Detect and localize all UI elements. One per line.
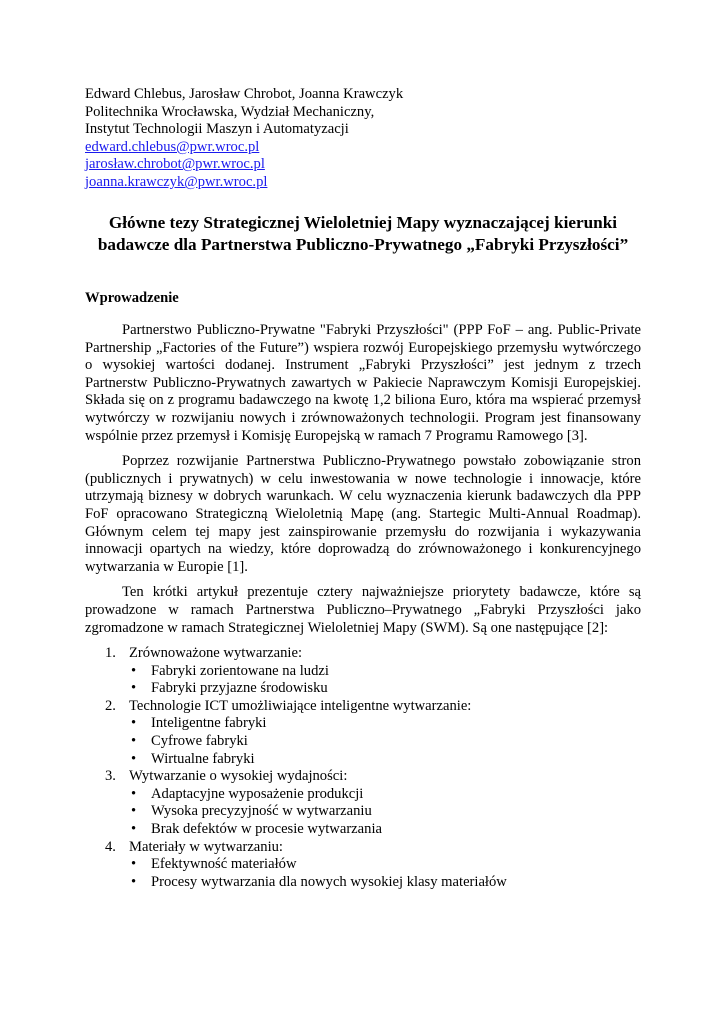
sub-list-item-text: Inteligentne fabryki — [151, 715, 267, 732]
sub-list-item — [129, 663, 641, 681]
bullet-icon: • — [131, 715, 137, 732]
sub-list — [129, 856, 641, 891]
sub-list-item-text: Adaptacyjne wyposażenie produkcji — [151, 785, 364, 802]
list-item-label: Wytwarzanie o wysokiej wydajności: — [129, 768, 348, 785]
sub-list — [129, 663, 641, 698]
bullet-icon: • — [131, 733, 137, 750]
sub-list-item — [129, 803, 641, 821]
author-block — [85, 86, 645, 192]
paragraph: Poprzez rozwijanie Partnerstwa Publiczno-Prywatnego powstało zobowiązanie stron (publicznych i prywatnych) w celu inwestowania w nowe technologie i innowacje, które utrzymają biznesy w dobrych warunkach. W celu wyznaczenia kierunk badawczych dla PPP FoF opracowano Strategiczną Wieloletnią Mapę (ang. Startegic Multi-Annual Roadmap). Głównym celem tej mapy jest zainspirowanie przemysłu do rozwijania i wykazywania innowacji opartych na wiedzy, które doprowadzą do zrównoważonego i konkurencyjnego wytwarzania w Europie [1]. — [85, 453, 641, 575]
sub-list — [129, 786, 641, 839]
email-link[interactable]: joanna.krawczyk@pwr.wroc.pl — [85, 173, 268, 190]
bullet-icon: • — [131, 856, 137, 873]
sub-list-item-text: Fabryki przyjazne środowisku — [151, 680, 328, 697]
list-number: 2. — [105, 697, 116, 714]
sub-list — [129, 715, 641, 768]
sub-list-item — [129, 821, 641, 839]
list-item — [85, 698, 641, 768]
sub-list-item-text: Procesy wytwarzania dla nowych wysokiej klasy materiałów — [151, 873, 507, 890]
list-item-label: Technologie ICT umożliwiające inteligentne wytwarzanie: — [129, 697, 472, 714]
sub-list-item-text: Fabryki zorientowane na ludzi — [151, 662, 329, 679]
section-heading: Wprowadzenie — [85, 290, 179, 306]
sub-list-item — [129, 786, 641, 804]
sub-list-item — [129, 874, 641, 892]
sub-list-item-text: Cyfrowe fabryki — [151, 733, 248, 750]
list-item — [85, 839, 641, 892]
bullet-icon: • — [131, 873, 137, 890]
bullet-icon: • — [131, 821, 137, 838]
bullet-icon: • — [131, 750, 137, 767]
bullet-icon: • — [131, 803, 137, 820]
paper-title-line-2: badawcze dla Partnerstwa Publiczno-Prywatnego „Fabryki Przyszłości” — [97, 234, 629, 254]
sub-list-item — [129, 680, 641, 698]
paper-title — [85, 212, 641, 255]
sub-list-item-text: Brak defektów w procesie wytwarzania — [151, 821, 382, 838]
sub-list-item-text: Wysoka precyzyjność w wytwarzaniu — [151, 803, 372, 820]
bullet-icon: • — [131, 662, 137, 679]
bullet-icon: • — [131, 680, 137, 697]
sub-list-item — [129, 856, 641, 874]
section-body — [85, 322, 641, 891]
bullet-icon: • — [131, 785, 137, 802]
email-link[interactable]: edward.chlebus@pwr.wroc.pl — [85, 138, 260, 155]
sub-list-item — [129, 751, 641, 769]
list-number: 1. — [105, 645, 116, 662]
email-link[interactable]: jarosław.chrobot@pwr.wroc.pl — [85, 156, 265, 173]
list-number: 3. — [105, 768, 116, 785]
list-item — [85, 645, 641, 698]
list-number: 4. — [105, 838, 116, 855]
list-item-label: Zrównoważone wytwarzanie: — [129, 645, 303, 662]
list-item — [85, 768, 641, 838]
research-priorities-list — [85, 645, 641, 891]
list-item-label: Materiały w wytwarzaniu: — [129, 838, 283, 855]
sub-list-item — [129, 733, 641, 751]
author-names: Edward Chlebus, Jarosław Chrobot, Joanna Krawczyk — [85, 86, 404, 102]
sub-list-item — [129, 715, 641, 733]
paragraph: Ten krótki artykuł prezentuje cztery najważniejsze priorytety badawcze, które są prowadzone w ramach Partnerstwa Publiczno–Prywatnego „Fabryki Przyszłości jako zgromadzone w ramach Strategicznej Wieloletniej Mapy (SWM). Są one następujące [2]: — [85, 584, 641, 636]
paper-title-line-1: Główne tezy Strategicznej Wieloletniej Mapy wyznaczającej kierunki — [108, 213, 618, 232]
paragraph: Partnerstwo Publiczno-Prywatne "Fabryki Przyszłości" (PPP FoF – ang. Public-Private Partnership „Factories of the Future”) wspiera rozwój Europejskiego przemysłu wytwórczego o wysokiej wartości dodanej. Instrument „Fabryki Przyszłości” jest jednym z trzech Partnerstw Publiczno-Prywatnych zawartych w Pakiecie Naprawczym Komisji Europejskiej. Składa się on z programu badawczego na kwotę 1,2 biliona Euro, która ma wspierać przemysł wytwórczy w rozwijaniu nowych i zrównoważonych technologii. Program jest finansowany wspólnie przez przemysł i Komisję Europejską w ramach 7 Programu Ramowego [3]. — [85, 322, 641, 444]
affiliation-line-2: Instytut Technologii Maszyn i Automatyzacji — [85, 121, 349, 138]
sub-list-item-text: Efektywność materiałów — [151, 856, 297, 873]
affiliation-line-1: Politechnika Wrocławska, Wydział Mechaniczny, — [85, 103, 375, 120]
sub-list-item-text: Wirtualne fabryki — [151, 750, 255, 767]
